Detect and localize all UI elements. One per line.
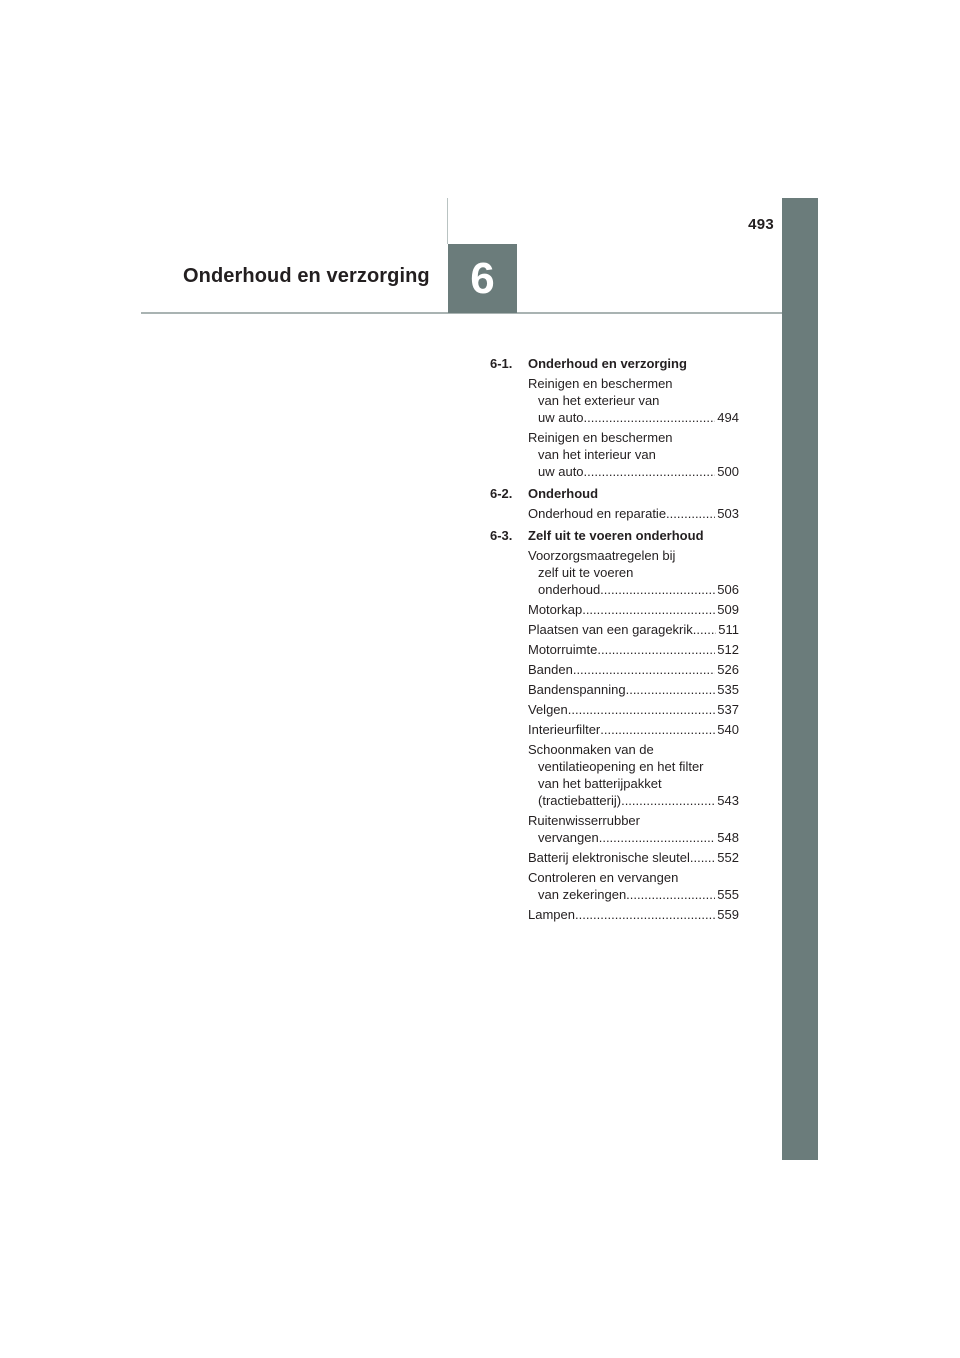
toc-entry[interactable] (528, 547, 739, 598)
toc-dot-leader (597, 641, 715, 658)
toc-section-heading[interactable] (490, 355, 739, 372)
toc-entry[interactable] (528, 621, 739, 638)
toc-section-title: Onderhoud en verzorging (528, 356, 687, 371)
toc-entry[interactable] (528, 741, 739, 809)
toc-page-number: 552 (717, 850, 739, 865)
toc-entry[interactable] (528, 505, 739, 522)
toc-entry-text: Interieurfilter (528, 722, 601, 737)
toc-page-number: 535 (717, 682, 739, 697)
toc-entry-text: Motorkap (528, 602, 583, 617)
toc-dot-leader (626, 886, 715, 903)
toc-entry[interactable] (528, 812, 739, 846)
toc-entry-text: ventilatieopening en het filter (538, 759, 704, 774)
toc-entry[interactable] (528, 641, 739, 658)
toc-entry-text: Ruitenwisserrubber (528, 813, 640, 828)
toc-entry-text: Velgen (528, 702, 568, 717)
toc-entries (528, 547, 739, 923)
toc-entry-text: van het batterijpakket (538, 776, 662, 791)
toc-entry[interactable] (528, 681, 739, 698)
toc-dot-leader (693, 621, 716, 638)
toc-dot-leader (690, 849, 715, 866)
toc-page-number: 506 (717, 582, 739, 597)
toc-entry-text: uw auto (538, 410, 584, 425)
toc-dot-leader (575, 906, 715, 923)
toc-dot-leader (582, 601, 715, 618)
toc-section (490, 527, 739, 923)
toc-entry[interactable] (528, 429, 739, 480)
toc-entry[interactable] (528, 601, 739, 618)
toc-entry[interactable] (528, 869, 739, 903)
toc-entry-text: Reinigen en beschermen (528, 376, 673, 391)
toc-page-number: 548 (717, 830, 739, 845)
toc-entry-text: Voorzorgsmaatregelen bij (528, 548, 676, 563)
toc-entry-text: onderhoud (538, 582, 601, 597)
toc-section (490, 485, 739, 522)
toc-page-number: 540 (717, 722, 739, 737)
toc-entry[interactable] (528, 721, 739, 738)
toc-entry[interactable] (528, 701, 739, 718)
toc-section-title: Zelf uit te voeren onderhoud (528, 528, 704, 543)
chapter-side-tab (782, 198, 818, 1160)
toc-dot-leader (666, 505, 715, 522)
chapter-title: Onderhoud en verzorging (183, 265, 430, 287)
toc-entry-text: Bandenspanning (528, 682, 626, 697)
toc-entry-text: van het exterieur van (538, 393, 660, 408)
toc-dot-leader (584, 463, 716, 480)
toc-dot-leader (600, 721, 715, 738)
toc-entry[interactable] (528, 906, 739, 923)
page-number: 493 (748, 216, 774, 233)
toc-dot-leader (599, 829, 716, 846)
toc-dot-leader (600, 581, 715, 598)
toc-page-number: 511 (718, 622, 739, 637)
toc-entry-text: Schoonmaken van de (528, 742, 654, 757)
toc-section-number: 6-1. (490, 356, 513, 371)
toc-dot-leader (626, 681, 716, 698)
toc-section-number: 6-3. (490, 528, 513, 543)
toc-page-number: 503 (717, 506, 739, 521)
toc-section-title: Onderhoud (528, 486, 599, 501)
toc-entry-text: van het interieur van (538, 447, 656, 462)
toc-entry-text: uw auto (538, 464, 584, 479)
toc-dot-leader (584, 409, 716, 426)
toc-entry-text: Batterij elektronische sleutel (528, 850, 690, 865)
toc-entry-text: Motorruimte (528, 642, 598, 657)
toc-entries (528, 505, 739, 522)
table-of-contents (490, 355, 739, 926)
toc-entry-text: Onderhoud en reparatie (528, 506, 667, 521)
toc-entry[interactable] (528, 849, 739, 866)
toc-entry-text: Banden (528, 662, 573, 677)
toc-entry[interactable] (528, 375, 739, 426)
toc-page-number: 543 (717, 793, 739, 808)
toc-page-number: 494 (717, 410, 739, 425)
toc-page-number: 500 (717, 464, 739, 479)
toc-dot-leader (573, 661, 715, 678)
toc-page-number: 509 (717, 602, 739, 617)
toc-entry-text: Reinigen en beschermen (528, 430, 673, 445)
toc-page-number: 526 (717, 662, 739, 677)
toc-dot-leader (621, 792, 715, 809)
toc-entry-text: zelf uit te voeren (538, 565, 634, 580)
toc-page-number: 537 (717, 702, 739, 717)
toc-entries (528, 375, 739, 480)
toc-entry-text: Lampen (528, 907, 575, 922)
toc-section-number: 6-2. (490, 486, 513, 501)
toc-entry-text: (tractiebatterij) (538, 793, 622, 808)
toc-page-number: 555 (717, 887, 739, 902)
chapter-number-block: 6 (448, 244, 517, 313)
toc-entry-text: Plaatsen van een garagekrik (528, 622, 693, 637)
toc-page-number: 512 (717, 642, 739, 657)
toc-section-heading[interactable] (490, 527, 739, 544)
toc-entry-text: van zekeringen (538, 887, 627, 902)
toc-section-heading[interactable] (490, 485, 739, 502)
toc-entry-text: vervangen (538, 830, 599, 845)
toc-section (490, 355, 739, 480)
toc-dot-leader (568, 701, 716, 718)
toc-entry-text: Controleren en vervangen (528, 870, 679, 885)
toc-entry[interactable] (528, 661, 739, 678)
header-vertical-rule (447, 198, 448, 244)
toc-page-number: 559 (717, 907, 739, 922)
